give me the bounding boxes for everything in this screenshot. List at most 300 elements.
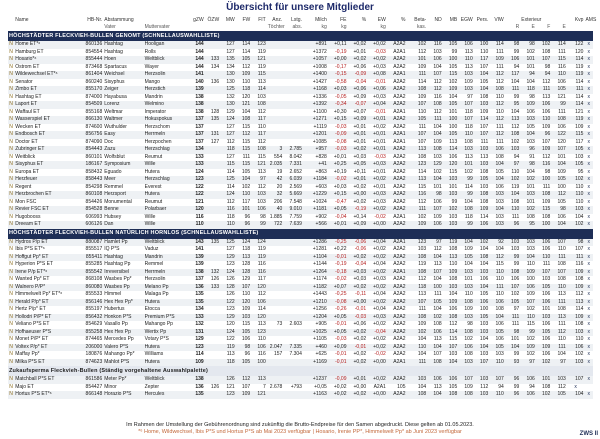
table-cell [205,314,221,322]
table-cell: x [584,206,593,214]
table-cell: 104 [236,176,252,184]
table-cell: 102 [526,306,535,313]
table-cell: 111 [558,321,566,328]
table-cell [267,49,284,57]
table-cell: 97 [505,161,521,169]
table-cell: 110 [489,391,505,399]
table-row [8,299,593,307]
table-cell: 122 [567,41,585,49]
table-cell: x [587,213,590,220]
table-cell: 103 [458,71,474,79]
table-cell: +0,00 [367,221,387,229]
table-cell: A2A2 [393,123,406,130]
table-cell: 856146 [78,299,103,307]
table-cell [205,146,221,154]
table-cell: 119 [257,246,266,253]
table-cell: -0,01 [335,351,347,358]
table-cell: +0,04 [367,239,387,247]
table-cell: +1169 [303,359,328,367]
table-cell: +0,01 [367,131,387,139]
table-cell: 105 [536,329,552,337]
table-cell: 107 [407,131,428,139]
table-cell: 112 [489,131,505,139]
marker-icon: N [9,48,13,55]
table-cell: -0,25 [335,291,347,298]
table-cell: 860108 [78,191,103,199]
table-cell: 114 [567,101,585,109]
column-header: VIW [494,17,504,23]
table-cell: Weltblick [144,56,190,64]
table-cell: Vasallo Pp [104,321,128,328]
column-header: kg [321,24,327,30]
table-cell: 121 [236,101,252,109]
table-cell: 119 [257,63,266,70]
table-cell: Everest [144,183,162,190]
table-cell [205,169,221,177]
table-cell: 134 [226,63,235,70]
table-cell: 107 [474,359,490,367]
table-cell: 101 [448,108,458,115]
table-cell: 104 [417,383,427,390]
table-cell: 112 [418,276,427,283]
table-cell: 122 [195,183,204,190]
table-cell [205,321,221,329]
table-cell: 116 [557,63,566,70]
bull-name: Hoffgut Pp* ET [14,254,78,262]
table-cell: 102 [474,239,490,247]
table-cell: +0,05 [347,161,367,169]
table-cell: 106 [526,108,535,115]
table-row [8,376,593,384]
table-cell: A2A1 [387,71,407,79]
table-cell: 103 [458,86,474,94]
table-cell: x [574,383,577,390]
table-cell: +0,01 [347,376,367,384]
table-cell: 124 [236,239,252,247]
table-row [8,191,593,199]
table-cell: Remmel [144,261,164,268]
table-cell: Melano Pp [144,284,190,292]
table-cell: 106 [458,344,474,352]
marker-icon: N [9,336,13,343]
table-cell: 101 [536,376,552,384]
table-cell [267,131,284,139]
table-cell: 101 [520,56,536,64]
marker-icon: N [9,313,13,320]
table-cell: 100 [557,183,566,190]
table-cell: 105 [241,168,251,175]
table-cell: +0,03 [367,191,387,199]
table-cell: 116 [575,261,584,268]
bull-name: Wanted Pp* ET [15,276,50,283]
table-cell: 110 [495,276,504,283]
table-cell: 120 [251,284,267,292]
table-cell: 118 [226,213,235,220]
table-cell: 111 [567,254,585,262]
table-cell: 103 [448,351,458,358]
table-cell: Hashtag Pp [104,261,131,268]
table-row [8,199,593,207]
table-cell: 106 [474,299,490,307]
bull-name: Dreeam ET [14,221,78,229]
table-cell: 103 [257,93,266,100]
table-cell: -0,07 [347,101,367,109]
table-cell: 108 [464,138,473,145]
logo: ZWS II [579,431,598,437]
table-cell: 136 [189,284,205,292]
table-row [8,131,593,139]
table-cell: 129 [195,336,204,343]
table-cell: 111 [536,86,552,94]
table-cell: -0,19 [347,206,367,214]
table-cell: +1184 [303,176,328,184]
table-cell: 136 [210,78,220,85]
table-cell: 110 [407,344,428,352]
table-cell: -0,47 [335,198,347,205]
table-cell: +0,01 [373,168,386,175]
table-cell: 123 [251,41,267,49]
table-cell: 101 [557,153,566,160]
table-cell: 126 [226,291,235,298]
table-cell: 108 [443,391,459,399]
table-cell: 127 [220,131,236,139]
table-cell: x [587,123,590,130]
table-cell: 97 [551,359,567,367]
bull-name: Zimbo ET [14,86,78,94]
table-cell: 109 [443,86,459,94]
table-cell: 124 [220,269,236,277]
table-cell: 106 [251,206,267,214]
table-cell: 113 [433,336,442,343]
table-cell: 109 [464,306,473,313]
table-cell: +0,01 [333,153,347,160]
table-cell: 96 [505,391,521,399]
table-cell: 112 [236,376,252,384]
table-cell: 106 [536,239,552,247]
table-cell [205,351,221,359]
table-cell: 110 [489,269,505,277]
table-cell: A2A2 [393,276,406,283]
table-cell: 97 [520,359,536,367]
table-cell: +0,19 [333,168,347,175]
table-cell: 118 [464,123,473,130]
column-header: EW [377,17,386,23]
table-cell [205,254,221,262]
table-cell: 115 [526,321,535,328]
table-cell: 102 [536,359,552,367]
table-cell: 104 [551,161,567,169]
table-cell: 104 [510,78,520,85]
table-cell: 109 [520,344,536,352]
table-cell: Dan [103,221,143,229]
table-cell: 99 [458,221,474,229]
table-row [8,86,593,94]
table-cell: 109 [443,299,459,307]
table-cell: 110 [458,131,474,139]
table-cell: 107 [417,138,427,145]
table-cell: 105 [236,56,252,64]
table-cell: 118 [464,213,473,220]
table-cell: 106 [251,299,267,307]
table-cell: 103 [567,206,585,214]
table-cell: 114 [443,146,459,154]
table-cell: 108 [236,116,252,124]
table-cell: +0,03 [328,86,348,94]
table-cell: -0,03 [347,314,367,322]
table-cell: 108 [489,86,505,94]
table-cell: 132 [195,321,204,328]
table-cell: 873468 [85,63,103,70]
table-row [8,276,593,284]
marker-icon: N [9,351,13,358]
table-cell: +0,01 [328,221,348,229]
marker-icon: N [9,383,13,390]
table-cell: 96 [520,146,536,154]
table-cell: 135 [205,239,221,247]
table-cell: 115 [257,153,266,160]
table-cell: 99 [520,329,536,337]
table-cell: 104 [443,359,459,367]
table-cell: +1100 [313,108,327,115]
table-cell: 104 [567,391,585,399]
table-cell [205,291,221,299]
table-cell: Wasbes Pp* [104,276,132,283]
table-cell [205,86,221,94]
table-cell [283,314,303,322]
table-cell: 856756 [78,131,103,139]
table-cell: Waltmer [103,116,143,124]
table-cell [283,254,303,262]
table-cell: 855170 [78,86,103,94]
table-cell: 104 [479,246,489,253]
table-cell: 102 [536,391,552,399]
table-cell: 118 [242,246,251,253]
table-cell: +0,01 [347,131,367,139]
table-cell: 114 [575,78,584,85]
table-cell: 102 [526,48,535,55]
table-cell: +0,02 [347,284,367,292]
table-cell: Hubsey [104,213,122,220]
table-cell: 118 [220,146,236,154]
table-cell: 94 [520,71,536,79]
table-cell: 91 [529,153,535,160]
table-cell: +0,09 [328,344,348,352]
table-cell: 135 [205,116,221,124]
table-cell: 101 [433,183,442,190]
table-cell: 119 [220,344,236,352]
table-cell: x [587,198,590,205]
table-cell: 110 [557,336,566,343]
table-cell: 606993 [85,213,103,220]
table-cell: 103 [443,191,459,199]
table-cell: 105 [236,329,252,337]
table-cell: 860136 [78,41,103,49]
table-cell: 103 [575,153,584,160]
table-cell: 119 [575,63,584,70]
table-cell: +0,01 [353,123,367,130]
table-cell: x [584,56,593,64]
table-cell: -0,19 [335,261,347,268]
table-cell: 110 [520,314,536,322]
table-cell [283,359,303,367]
column-header [387,24,407,31]
table-cell: Honkon P*S [103,314,143,322]
table-cell: Zeiger [103,86,143,94]
table-cell: 118 [407,284,428,292]
table-row [8,49,593,57]
table-cell: 118 [220,359,236,367]
table-row [8,306,593,314]
table-cell: 113 [567,299,585,307]
table-cell: 105 [443,131,459,139]
table-cell: 113 [257,168,266,175]
table-cell: 110 [464,291,473,298]
table-cell: 110 [189,221,205,229]
column-header: Milch [315,17,327,23]
table-cell [267,306,284,314]
table-cell: 104 [474,284,490,292]
table-cell: 97 [513,306,520,313]
table-cell: -0,02 [328,176,348,184]
table-cell: 104 [417,336,427,343]
table-cell: x [587,246,590,253]
table-cell [283,64,303,72]
table-cell: 105 [479,78,489,85]
table-cell: 103 [510,246,520,253]
table-cell: +0,00 [347,191,367,199]
table-cell [283,49,303,57]
table-cell: 106 [241,336,251,343]
table-cell: 115 [449,168,458,175]
table-cell: A2A2 [387,206,407,214]
table-cell: 107 [458,376,474,384]
table-cell: 143 [189,239,205,247]
table-cell [267,391,284,399]
table-cell: 110 [557,246,566,253]
table-cell: 554 [273,153,283,160]
table-cell: 117 [474,56,490,64]
table-cell: x [584,314,593,322]
marker-icon: N [9,101,13,108]
table-cell: 109 [520,269,536,277]
table-cell: 99 [513,93,520,100]
table-cell: 105 [505,299,521,307]
table-cell: +0,05 [314,383,327,390]
table-cell [283,269,303,277]
table-cell: 117 [257,276,266,283]
table-cell: 874090 [85,138,103,145]
table-cell: 111 [496,138,504,145]
table-cell: 107 [479,123,489,130]
table-cell: -0,05 [335,93,347,100]
bull-name: Hashtag ET [15,93,42,100]
table-row [8,101,593,109]
table-cell: 115 [220,161,236,169]
table-cell: 860080 [78,284,103,292]
table-cell: 112 [257,108,266,115]
table-cell: +0,04 [373,261,386,268]
footer [20,422,580,436]
table-cell [205,344,221,352]
table-cell: 116 [407,191,428,199]
table-cell: 103 [474,329,490,337]
table-cell: x [587,261,590,268]
table-cell: 113 [464,63,473,70]
table-row [8,79,593,87]
table-cell: 107 [474,131,490,139]
table-cell: 103 [448,213,458,220]
table-cell: 109 [417,321,427,328]
table-cell: A2A1 [387,131,407,139]
table-cell: +0,02 [353,183,367,190]
table-cell: Etocca [144,306,160,313]
table-cell: 113 [257,78,266,85]
table-cell: 125 [220,176,236,184]
bull-name: Laport ET [14,101,78,109]
table-cell: 110 [536,254,552,262]
table-cell: 105 [448,63,458,70]
table-cell [267,124,284,132]
table-row [8,169,593,177]
table-cell: 120 [189,206,205,214]
table-row [8,221,593,229]
table-cell: +1264 [303,269,328,277]
table-cell: 103 [520,116,536,124]
table-cell: 7.331 [283,161,303,169]
table-cell: 855444 [78,56,103,64]
table-cell: 106 [520,284,536,292]
marker-icon: N [9,221,13,228]
table-cell: x [584,116,593,124]
table-cell: 854443 [78,146,103,154]
table-cell: 98 [260,213,266,220]
column-header: FW [242,17,251,23]
table-cell: 135 [189,299,205,307]
table-cell: 107 [407,101,428,109]
table-cell: 144 [195,63,204,70]
table-cell: 102 [567,176,585,184]
table-cell: 108 [458,206,474,214]
table-cell: Wille [144,221,190,229]
table-cell: 854509 [78,101,103,109]
table-cell: -0,17 [335,63,347,70]
table-cell: 103 [458,269,474,277]
table-cell: +905 [315,321,327,328]
table-cell: 112 [418,198,427,205]
table-cell: +1201 [303,131,328,139]
table-cell: 108 [505,131,521,139]
table-cell [205,329,221,337]
table-cell: 108 [505,269,521,277]
table-cell: A2A2 [387,299,407,307]
table-cell: 122 [551,131,567,139]
column-header [220,24,236,31]
table-cell: x [584,344,593,352]
table-cell: +1210 [303,299,328,307]
table-cell: Mandrin [144,254,190,262]
column-header [584,24,593,31]
table-cell: 116 [257,351,266,358]
table-cell: 115 [251,71,267,79]
table-cell: 103 [257,198,266,205]
table-cell: Mercedes Pp [104,336,134,343]
table-cell: 103 [567,359,585,367]
table-cell: Hercules [144,391,190,399]
table-cell: 106 [474,221,490,229]
table-cell [205,94,221,102]
table-cell: 105 [443,41,459,49]
marker-icon: N [9,146,13,153]
